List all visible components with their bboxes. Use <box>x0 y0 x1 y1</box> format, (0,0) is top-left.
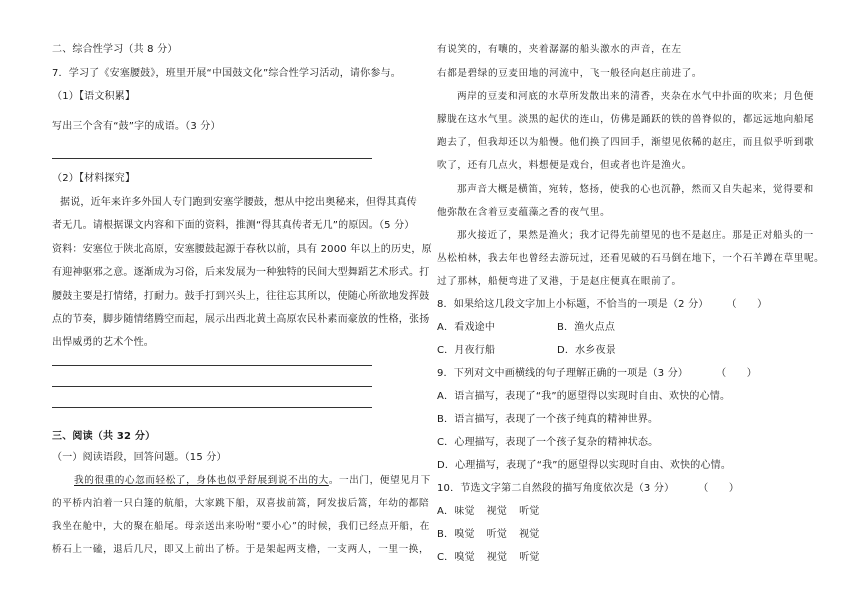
option-c-third: 听觉 <box>519 552 540 563</box>
passage-text: 。一出门，便望见月下 <box>328 475 431 486</box>
option-a-third: 听觉 <box>519 506 540 517</box>
option-b-first: B．嗅觉 <box>437 529 475 540</box>
option-c[interactable]: C．月夜行船 <box>437 345 496 356</box>
option-a[interactable] <box>437 505 539 519</box>
option-d[interactable]: D．水乡夜景 <box>557 345 616 356</box>
answer-line[interactable] <box>52 365 372 366</box>
passage-line: 他弥散在含着豆麦蕴藻之香的夜气里。 <box>437 207 611 218</box>
option-b-third: 视觉 <box>519 529 540 540</box>
option-c-second: 视觉 <box>486 552 508 563</box>
passage-line: 的平桥内泊着一只白篷的航船，大家跳下船，双喜拔前篙，阿发拔后篙，年幼的都陪 <box>52 498 430 509</box>
option-b[interactable] <box>437 528 539 542</box>
option-b-second: 听觉 <box>486 529 508 540</box>
q8-stem-text: 8．如果给这几段文字加上小标题，不恰当的一项是（2 分） <box>437 299 709 310</box>
q7-2-title: （2）【材料探究】 <box>52 173 136 184</box>
material-line: 出悍威勇的艺术个性。 <box>52 337 154 348</box>
q8-option-row <box>437 321 616 335</box>
q8-stem <box>437 298 767 312</box>
q8-option-row <box>437 344 616 358</box>
material-line: 腰鼓主要是打情绪，打耐力。鼓手打到兴头上，往往忘其所以，使随心所欲地发挥鼓 <box>52 291 430 302</box>
material-line: 资料：安塞位于陕北高原，安塞腰鼓起源于春秋以前，具有 2000 年以上的历史，原 <box>52 244 432 255</box>
passage-line: 我坐在舱中，大的聚在船尾。母亲送出来吩咐“要小心”的时候，我们已经点开船，在 <box>52 521 430 532</box>
q9-stem-text: 9．下列对文中画横线的句子理解正确的一项是（3 分） <box>437 368 689 379</box>
option-c[interactable] <box>437 551 540 565</box>
answer-paren[interactable]: （ ） <box>716 368 757 379</box>
q10-stem-text: 10．节选文字第二自然段的描写角度依次是（3 分） <box>437 483 675 494</box>
material-line: 据说，近年来许多外国人专门跑到安塞学腰鼓，想从中挖出奥秘来，但得其真传 <box>60 197 417 208</box>
section3-title: 三、阅读（共 32 分） <box>52 431 156 442</box>
material-line: 点的节奏，脚步随情绪腾空而起，展示出西北黄土高原农民朴素而豪放的性格，张扬 <box>52 314 430 325</box>
passage-line: 两岸的豆麦和河底的水草所发散出来的清香，夹杂在水气中扑面的吹来；月色便 <box>457 91 814 102</box>
material-line: 有迎神驱邪之意。逐渐成为习俗，后来发展为一种独特的民间大型舞蹈艺术形式。打 <box>52 267 430 278</box>
underlined-sentence: 我的很重的心忽而轻松了，身体也似乎舒展到说不出的大 <box>74 475 329 486</box>
option-a-second: 视觉 <box>486 506 508 517</box>
passage-line: 桥石上一磕，退后几尺，即又上前出了桥。于是架起两支橹，一支两人，一里一换， <box>52 544 430 555</box>
option-a[interactable]: A．看戏途中 <box>437 322 496 333</box>
passage-line <box>74 474 431 488</box>
option-b[interactable]: B．语言描写，表现了一个孩子纯真的精神世界。 <box>437 414 659 425</box>
right-column <box>437 0 825 608</box>
answer-line[interactable] <box>52 158 372 159</box>
passage-line: 朦胧在这水气里。淡黑的起伏的连山，仿佛是踊跃的铁的兽脊似的，都远远地向船尾 <box>437 114 815 125</box>
answer-paren[interactable]: （ ） <box>698 483 740 494</box>
q9-stem <box>437 367 757 381</box>
passage-line: 跑去了，但我却还以为船慢。他们换了四回手，渐望见依稀的赵庄，而且似乎听到歌 <box>437 137 815 148</box>
passage-line: 过了那林，船便弯进了叉港，于是赵庄便真在眼前了。 <box>437 276 682 287</box>
left-column <box>52 0 432 608</box>
option-a-first: A．味觉 <box>437 506 475 517</box>
answer-paren[interactable]: （ ） <box>726 299 768 310</box>
option-c-first: C．嗅觉 <box>437 552 475 563</box>
passage-line: 那声音大概是横笛，宛转，悠扬，使我的心也沉静，然而又自失起来，觉得要和 <box>457 184 814 195</box>
passage-line: 右都是碧绿的豆麦田地的河流中，飞一般径向赵庄前进了。 <box>437 68 703 79</box>
material-line: 者无几。请根据课文内容和下面的资料，推测“得其真传者无几”的原因。（5 分） <box>52 220 415 231</box>
reading1-title: （一）阅读语段，回答问题。（15 分） <box>52 452 227 463</box>
option-c[interactable]: C．心理描写，表现了一个孩子复杂的精神状态。 <box>437 437 659 448</box>
passage-line: 那火接近了，果然是渔火；我才记得先前望见的也不是赵庄。那是正对船头的一 <box>457 230 814 241</box>
passage-line: 有说笑的，有嚷的，夹着潺潺的船头激水的声音，在左 <box>437 44 682 55</box>
q7-stem: 7．学习了《安塞腰鼓》，班里开展“中国鼓文化”综合性学习活动，请你参与。 <box>52 68 401 79</box>
passage-line: 丛松柏林，我去年也曾经去游玩过，还看见破的石马倒在地下，一个石羊蹲在草里呢。 <box>437 253 825 264</box>
passage-line: 吹了，还有几点火，料想便是戏台，但或者也许是渔火。 <box>437 160 692 171</box>
option-a[interactable]: A．语言描写，表现了“我”的愿望得以实现时自由、欢快的心情。 <box>437 391 731 402</box>
option-b[interactable]: B．渔火点点 <box>557 322 616 333</box>
answer-line[interactable] <box>52 386 372 387</box>
option-d[interactable]: D．心理描写，表现了“我”的愿望得以实现时自由、欢快的心情。 <box>437 460 732 471</box>
section2-title: 二、综合性学习（共 8 分） <box>52 44 178 55</box>
q7-1-prompt: 写出三个含有“鼓”字的成语。（3 分） <box>52 121 221 132</box>
q7-1-title: （1）【语文积累】 <box>52 91 136 102</box>
answer-line[interactable] <box>52 407 372 408</box>
q10-stem <box>437 482 739 496</box>
